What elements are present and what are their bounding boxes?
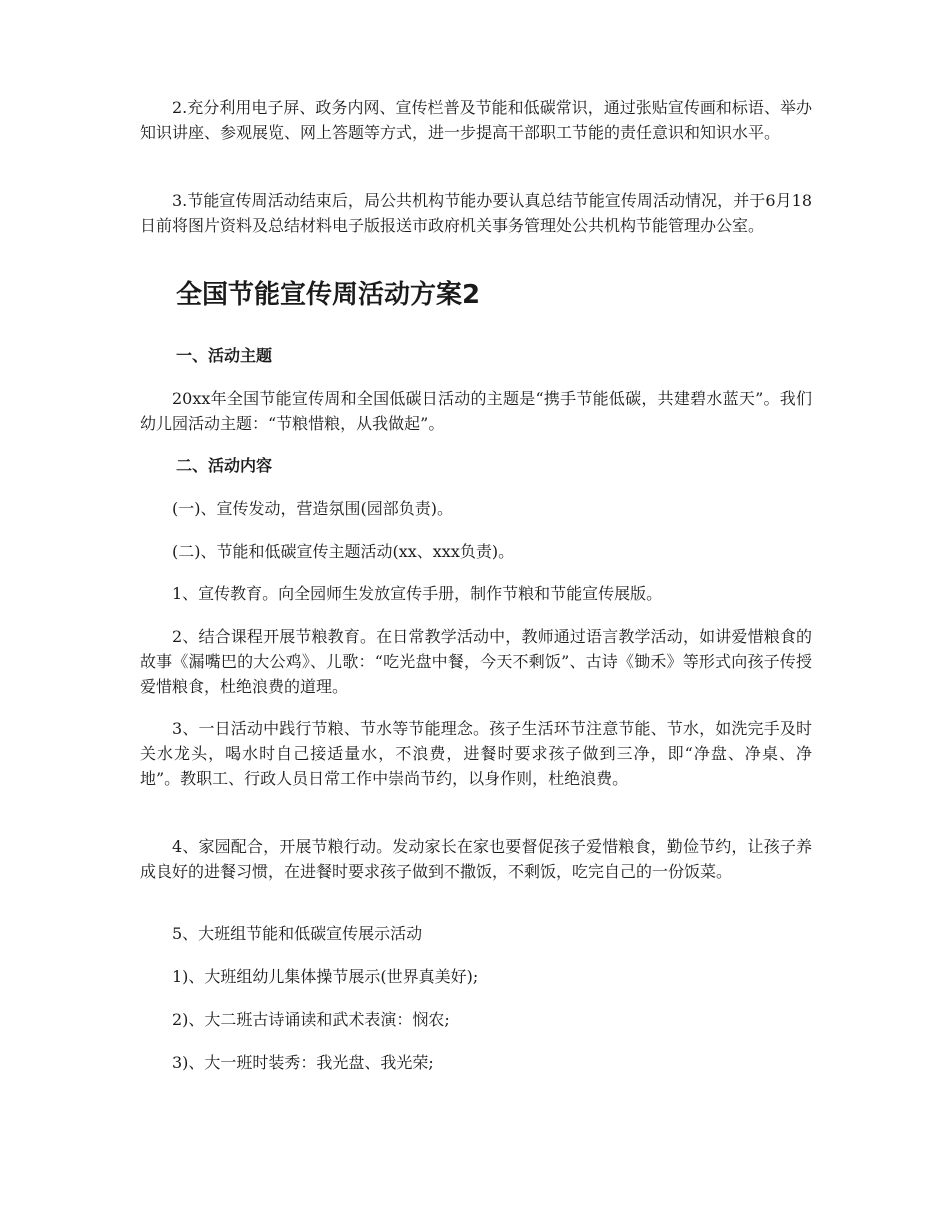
list-item-2: 2、结合课程开展节粮教育。在日常教学活动中，教师通过语言教学活动，如讲爱惜粮食的故事《漏嘴巴的大公鸡》、儿歌：“吃光盘中餐，今天不剩饭”、古诗《锄禾》等形式向孩子传授爱惜粮食，杜绝浪费的道理。 [140,627,812,696]
section-title-theme: 一、活动主题 [176,346,273,365]
list-item-4: 4、家园配合，开展节粮行动。发动家长在家也要督促孩子爱惜粮食，勤俭节约，让孩子养成良好的进餐习惯，在进餐时要求孩子做到不撒饭，不剩饭，吃完自己的一份饭菜。 [140,837,812,881]
list-item-b: (二)、节能和低碳宣传主题活动(xx、xxx负责)。 [172,542,515,561]
list-item-3: 3、一日活动中践行节粮、节水等节能理念。孩子生活环节注意节能、节水，如洗完手及时关水龙头，喝水时自己接适量水，不浪费，进餐时要求孩子做到三净，即“净盘、净桌、净地”。教职工、行政人员日常工作中崇尚节约，以身作则，杜绝浪费。 [140,719,812,788]
document-heading: 全国节能宣传周活动方案2 [176,280,481,310]
section-title-content: 二、活动内容 [176,456,273,475]
list-item-5: 5、大班组节能和低碳宣传展示活动 [172,924,423,943]
list-item-1: 1、宣传教育。向全园师生发放宣传手册，制作节粮和节能宣传展版。 [172,584,663,603]
sub-item-3: 3)、大一班时装秀：我光盘、我光荣; [172,1053,434,1072]
sub-item-1: 1)、大班组幼儿集体操节展示(世界真美好); [172,967,479,986]
sub-item-2: 2)、大二班古诗诵读和武术表演：悯农; [172,1010,450,1029]
paragraph-promotion-methods: 2.充分利用电子屏、政务内网、宣传栏普及节能和低碳常识，通过张贴宣传画和标语、举办知识讲座、参观展览、网上答题等方式，进一步提高干部职工节能的责任意识和知识水平。 [140,98,812,142]
paragraph-theme: 20xx年全国节能宣传周和全国低碳日活动的主题是“携手节能低碳，共建碧水蓝天”。我们幼儿园活动主题：“节粮惜粮，从我做起”。 [140,389,812,433]
paragraph-summary-report: 3.节能宣传周活动结束后，局公共机构节能办要认真总结节能宣传周活动情况，并于6月18日前将图片资料及总结材料电子版报送市政府机关事务管理处公共机构节能管理办公室。 [140,191,812,235]
list-item-a: (一)、宣传发动，营造氛围(园部负责)。 [172,499,453,518]
